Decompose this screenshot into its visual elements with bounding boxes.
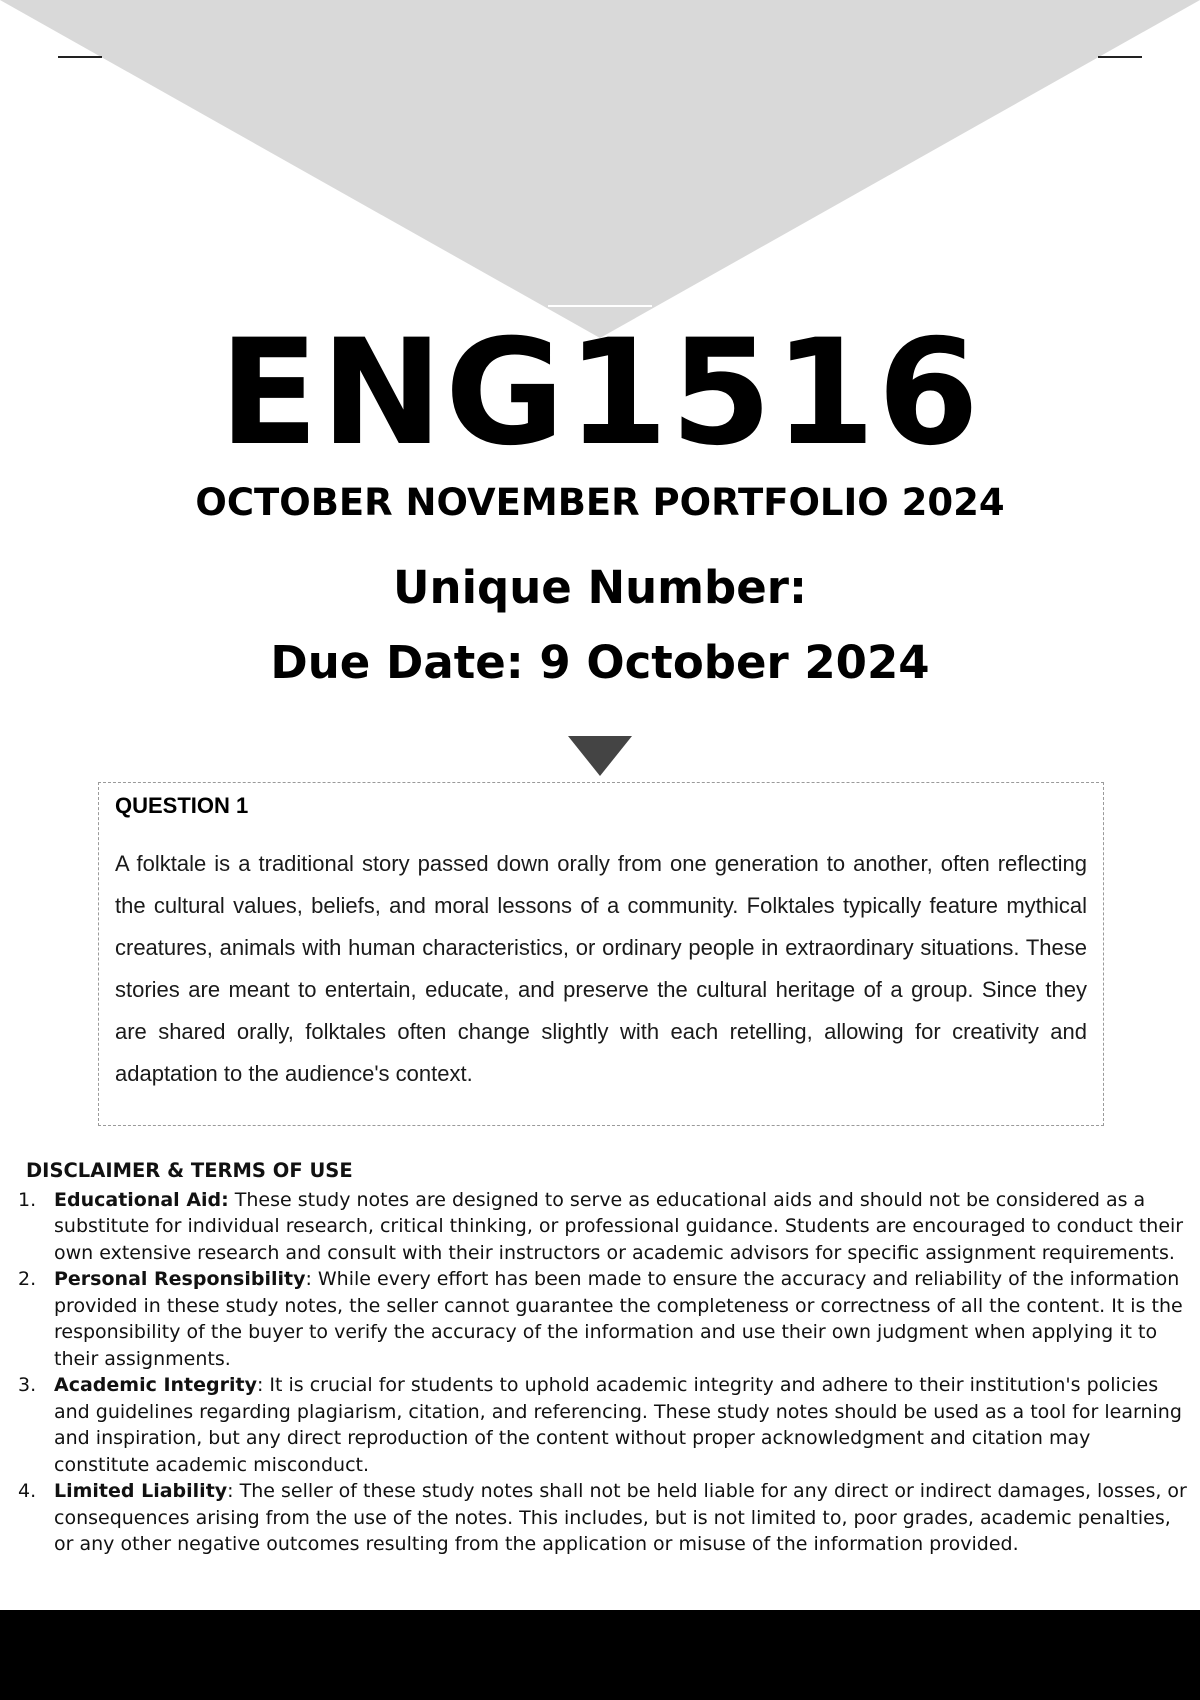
corner-rule-right <box>1098 56 1142 58</box>
disclaimer-item-personal-responsibility <box>18 1266 1190 1372</box>
disclaimer-item-text: : The seller of these study notes shall not be held liable for any direct or indirect damages, losses, or consequences arising from the use of the notes. This includes, but is not limited to, poor grades, academic penalties, or any other negative outcomes resulting from the application or misuse of the information provided. <box>54 1480 1187 1555</box>
disclaimer-title: DISCLAIMER & TERMS OF USE <box>26 1159 353 1182</box>
disclaimer-list <box>18 1187 1190 1558</box>
disclaimer-item-title: Educational Aid: <box>54 1188 229 1211</box>
list-number: 3. <box>18 1374 37 1396</box>
down-triangle-icon <box>568 736 632 776</box>
disclaimer-item-text: : While every effort has been made to ensure the accuracy and reliability of the information provided in these study notes, the seller cannot guarantee the completeness or correctness of all the content. It is the responsibility of the buyer to verify the accuracy of the information and use their own judgment when applying it to their assignments. <box>54 1268 1183 1370</box>
disclaimer-item-text: These study notes are designed to serve as educational aids and should not be considered as a substitute for individual research, critical thinking, or professional guidance. Students are encouraged to conduct their own extensive research and consult with their instructors or academic advisors for specific assignment requirements. <box>54 1188 1184 1264</box>
disclaimer-item-title: Personal Responsibility <box>54 1268 306 1290</box>
corner-rule-left <box>58 56 102 58</box>
list-number: 2. <box>18 1268 37 1290</box>
disclaimer-item-educational-aid <box>18 1187 1190 1267</box>
disclaimer-item-text: : It is crucial for students to uphold academic integrity and adhere to their institution's policies and guidelines regarding plagiarism, citation, and referencing. These study notes should be used as a tool for learning and inspiration, but any direct reproduction of the content without proper acknowledgment and citation may constitute academic misconduct. <box>54 1374 1182 1476</box>
due-date-label: Due Date: 9 October 2024 <box>270 636 930 689</box>
disclaimer-section <box>18 1158 1190 1558</box>
question-text: A folktale is a traditional story passed down orally from one generation to another, often reflecting the cultural values, beliefs, and moral lessons of a community. Folktales typically feature mythical creatures, animals with human characteristics, or ordinary people in extraordinary situations. These stories are meant to entertain, educate, and preserve the cultural heritage of a group. Since they are shared orally, folktales often change slightly with each retelling, allowing for creativity and adaptation to the audience's context. <box>115 851 1087 1087</box>
list-number: 1. <box>18 1188 37 1211</box>
question-title: QUESTION 1 <box>115 793 249 818</box>
list-number: 4. <box>18 1480 37 1502</box>
footer-bar <box>0 1610 1200 1700</box>
portfolio-subtitle: OCTOBER NOVEMBER PORTFOLIO 2024 <box>195 481 1005 524</box>
unique-number-label: Unique Number: <box>393 561 807 614</box>
disclaimer-item-limited-liability <box>18 1478 1190 1558</box>
header-chevron-decoration <box>0 0 1200 345</box>
course-code-title: ENG1516 <box>218 308 982 478</box>
disclaimer-item-academic-integrity <box>18 1372 1190 1478</box>
disclaimer-item-title: Academic Integrity <box>54 1374 257 1396</box>
disclaimer-item-title: Limited Liability <box>54 1480 228 1502</box>
question-box <box>98 782 1104 1126</box>
